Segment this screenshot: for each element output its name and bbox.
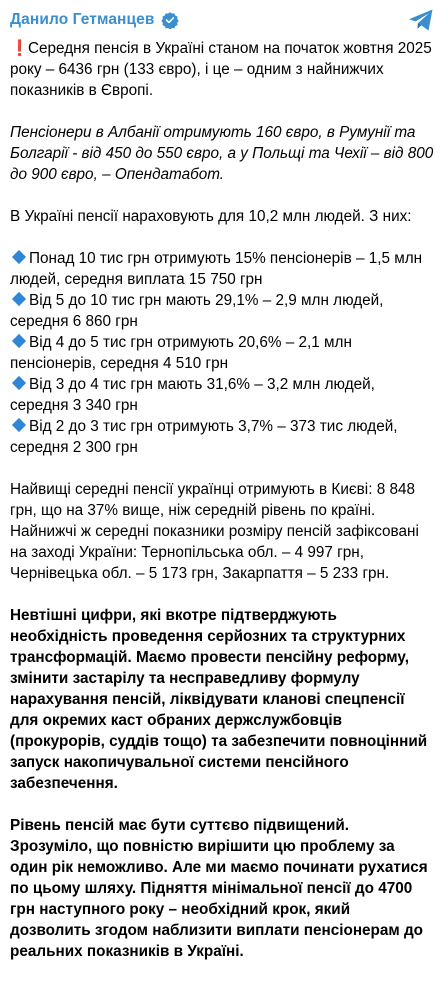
intro-text: Середня пенсія в Україні станом на початок жовтня 2025 року – 6436 грн (133 євро), і це – одним з найнижчих показників в Європі. — [10, 40, 432, 99]
intro-paragraph — [10, 38, 434, 101]
list-item: Від 3 до 4 тис грн мають 31,6% – 3,2 млн людей, середня 3 340 грн — [10, 376, 375, 414]
verified-badge-icon — [161, 11, 179, 29]
list-item: Від 4 до 5 тис грн отримують 20,6% – 2,1 млн пенсіонерів, середня 4 510 грн — [10, 334, 352, 372]
blue-diamond-icon — [12, 334, 26, 348]
blue-diamond-icon — [12, 376, 26, 390]
author-name[interactable]: Данило Гетманцев — [10, 11, 155, 28]
recipients-paragraph: В Україні пенсії нараховують для 10,2 млн людей. З них: — [10, 208, 412, 225]
list-item: Від 2 до 3 тис грн отримують 3,7% – 373 тис людей, середня 2 300 грн — [10, 418, 398, 456]
telegram-icon[interactable] — [408, 8, 434, 32]
list-item: Понад 10 тис грн отримують 15% пенсіонерів – 1,5 млн людей, середня виплата 15 750 грн — [10, 250, 423, 288]
blue-diamond-icon — [12, 418, 26, 432]
post-header — [10, 6, 434, 34]
pension-bullets — [10, 248, 434, 458]
exclamation-icon: ❗ — [10, 40, 30, 57]
post-body — [10, 38, 434, 962]
regional-paragraph: Найвищі середні пенсії українці отримують в Києві: 8 848 грн, що на 37% вище, ніж середній рівень по країні. Найнижчі ж середні показники розміру пенсій зафіксовані на заході України: Тернопільська обл. – 4 997 грн, Чернівецька обл. – 5 173 грн, Закарпаття – 5 233 грн. — [10, 481, 419, 582]
list-item: Від 5 до 10 тис грн мають 29,1% – 2,9 млн людей, середня 6 860 грн — [10, 292, 384, 330]
comparison-paragraph: Пенсіонери в Албанії отримують 160 євро, в Румунії та Болгарії - від 450 до 550 євро, а у Польщі та Чехії – від 800 до 900 євро, – Опендатабот. — [10, 124, 434, 183]
blue-diamond-icon — [12, 292, 26, 306]
reform-paragraph: Невтішні цифри, які вкотре підтверджують необхідність проведення серйозних та структурних трансформацій. Маємо провести пенсійну реформу, змінити застарілу та несправедливу формулу нарахування пенсій, ліквідувати кланові спецпенсії для окремих каст обраних держслужбовців (прокурорів, суддів тощо) та забезпечити повноцінний запуск накопичувальної системи пенсійного забезпечення. — [10, 607, 428, 792]
blue-diamond-icon — [12, 250, 26, 264]
conclusion-paragraph: Рівень пенсій має бути суттєво підвищений. Зрозуміло, що повністю вирішити цю проблему за один рік неможливо. Але ми маємо починати рухатися по цьому шляху. Підняття мінімальної пенсії до 4700 грн наступного року – необхідний крок, який дозволить згодом наблизити виплати пенсіонерам до реальних показників в Україні. — [10, 817, 428, 960]
